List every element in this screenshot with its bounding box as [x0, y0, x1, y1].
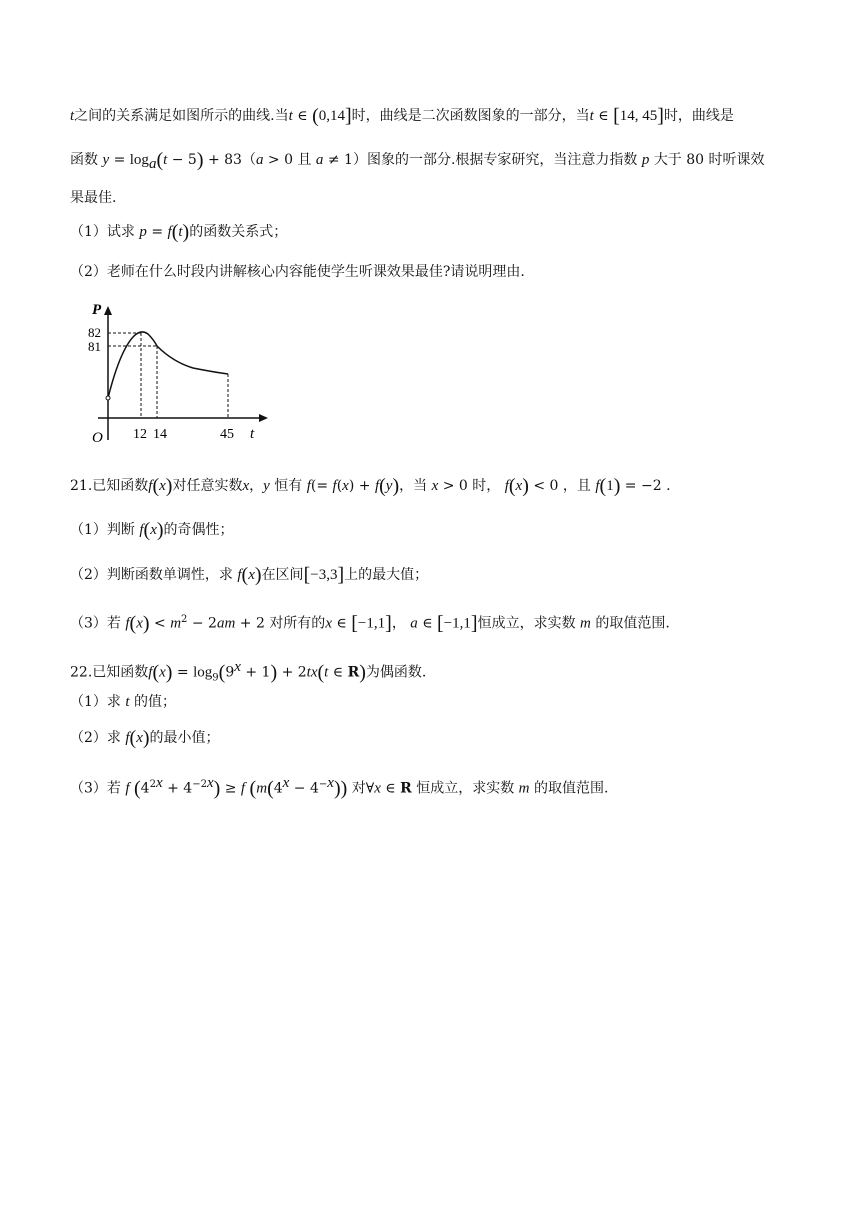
- q21-part-1: （1）判断 f(x)的奇偶性；: [70, 519, 234, 541]
- origin-label: O: [92, 430, 103, 446]
- x-tick-14: 14: [153, 427, 167, 442]
- y-axis-arrow-icon: [104, 306, 112, 315]
- y-tick-82: 82: [88, 325, 101, 340]
- intro-line-3: 果最佳.: [70, 190, 117, 206]
- x-tick-12: 12: [133, 427, 147, 442]
- q22-part-3: （3）若 f $(4^{2x} + 4^{-2x}) \ge f$ $(m(4^x - 4^{-x}))$ 对∀x ∈ R 恒成立，求实数 m 的取值范围.: [70, 775, 609, 800]
- y-axis-label: P: [92, 302, 102, 318]
- q21-stem: 21.已知函数f(x)对任意实数x，y 恒有 f(= f(x) + f(y)，当 x > 0 时， f(x) < 0 ，且 f(1) = −2 .: [70, 475, 671, 497]
- q20-part-1: （1）试求 p = f(t)的函数关系式；: [70, 221, 288, 243]
- x-axis-label: t: [250, 426, 255, 442]
- q20-part-2: （2）老师在什么时段内讲解核心内容能使学生听课效果最佳?请说明理由.: [70, 264, 525, 280]
- intro-line-1: t之间的关系满足如图所示的曲线.当t ∈ (0,14]时，曲线是二次函数图象的一部分，当t ∈ [14, 45]时，曲线是: [70, 105, 734, 127]
- x-axis-arrow-icon: [259, 414, 268, 422]
- q22-part-1: （1）求 t 的值；: [70, 694, 176, 710]
- intro-line-2: 函数 $y = \log_a(t - 5) + 83(a > 0$ 且 a ≠ 1）图象的一部分.根据专家研究，当注意力指数 p 大于 80 时听课效: [70, 149, 765, 172]
- attention-curve-graph: [78, 300, 278, 450]
- q21-part-2: （2）判断函数单调性，求 f(x)在区间[−3,3]上的最大值；: [70, 564, 429, 586]
- q22-stem: 22.已知函数$f(x) = \log_9(9^x + 1) + 2tx(t$ ∈ R)为偶函数.: [70, 659, 427, 684]
- attention-curve: [108, 332, 228, 398]
- start-point: [106, 396, 110, 400]
- q22-part-2: （2）求 f(x)的最小值；: [70, 727, 220, 749]
- x-tick-45: 45: [220, 427, 234, 442]
- y-tick-81: 81: [88, 339, 101, 354]
- q21-part-3: （3）若 $f(x) < m^2 - 2am + 2$ 对所有的x ∈ [−1,1]， a ∈ [−1,1]恒成立，求实数 m 的取值范围.: [70, 612, 670, 635]
